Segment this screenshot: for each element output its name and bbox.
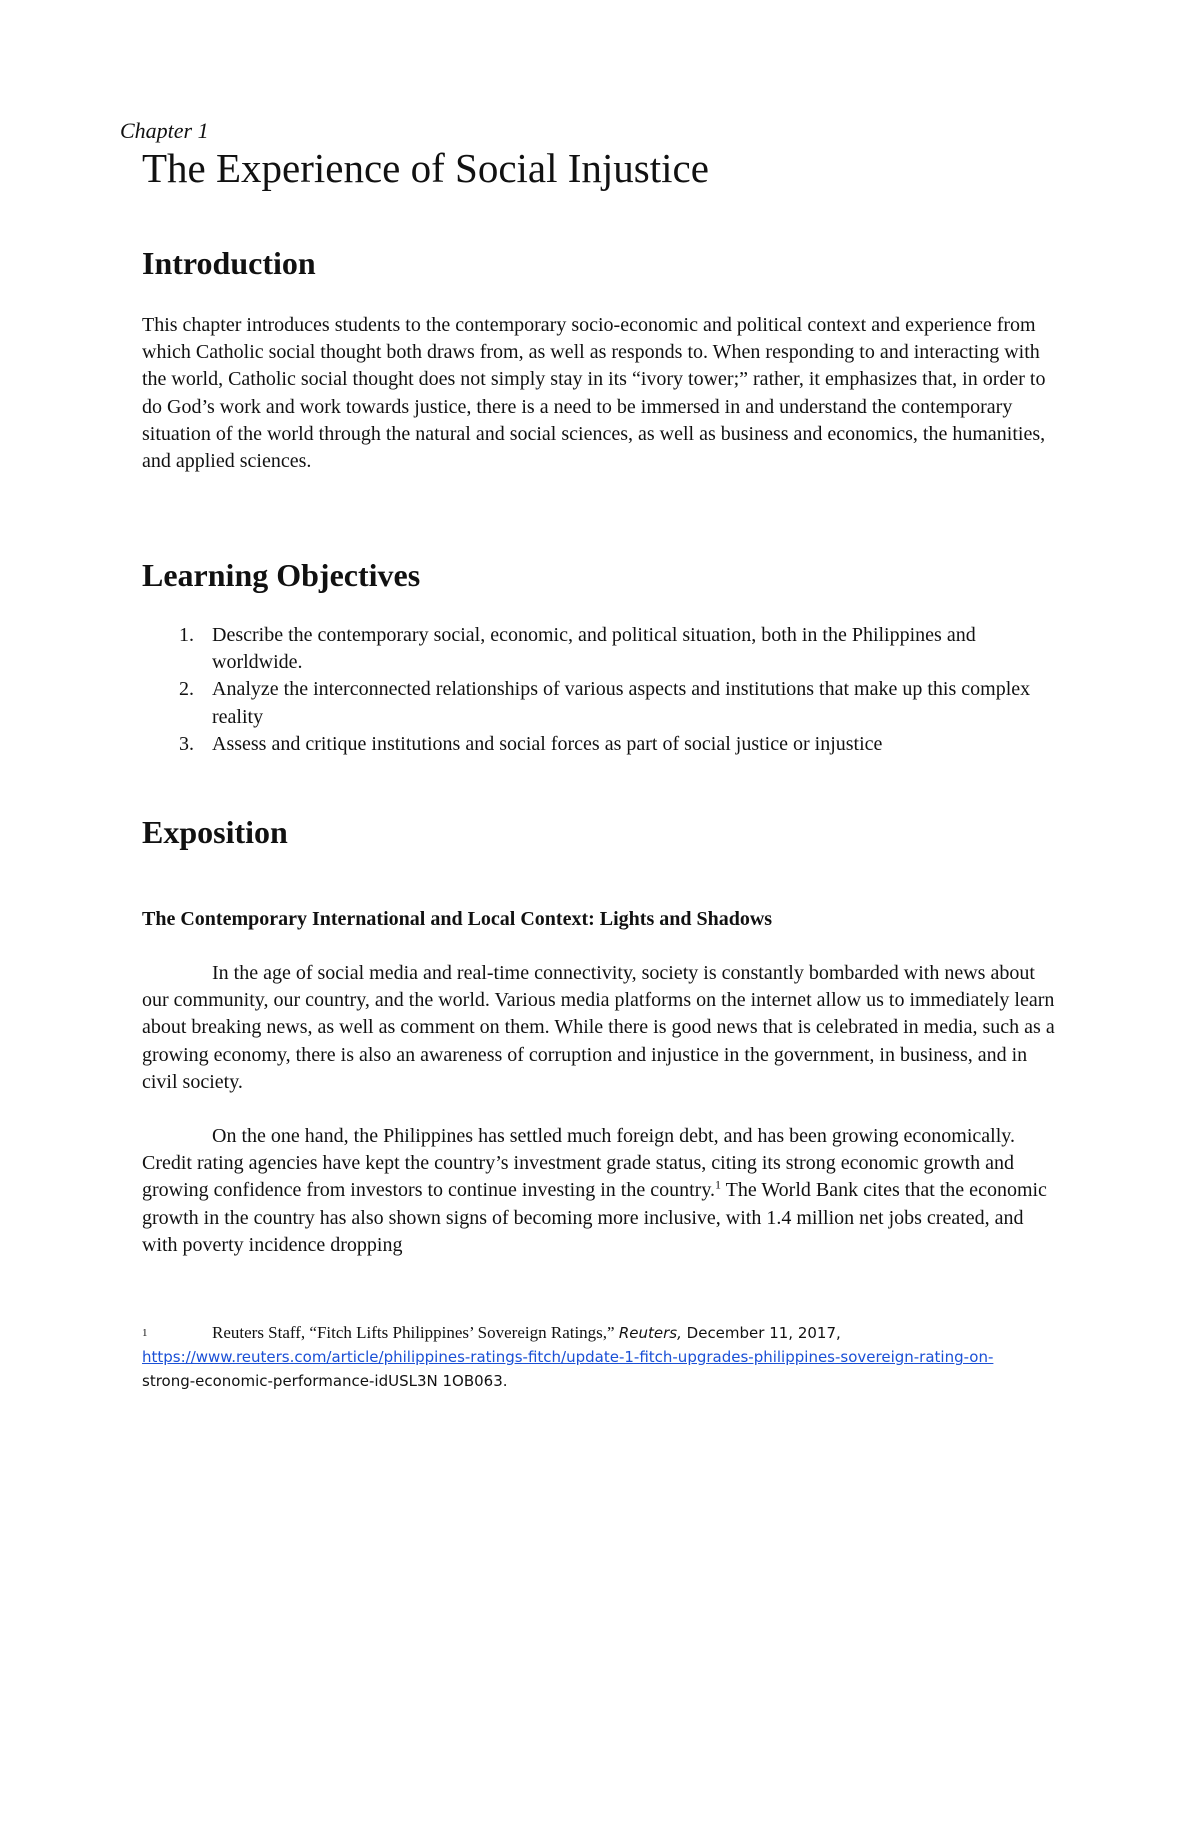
objective-text: Assess and critique institutions and social forces as part of social justice or injustice [212, 732, 883, 755]
learning-objectives-heading: Learning Objectives [142, 557, 421, 593]
introduction-heading: Introduction [142, 245, 316, 281]
footnote [142, 1321, 1062, 1393]
chapter-label: Chapter 1 [120, 118, 209, 143]
introduction-paragraph: This chapter introduces students to the contemporary socio-economic and political context and experience from which Catholic social thought both draws from, as well as responds to. When responding to and interacting with the world, Catholic social thought does not simply stay in its “ivory tower;” rather, it emphasizes that, in order to do God’s work and work towards justice, there is a need to be immersed in and understand the contemporary situation of the world through the natural and social sciences, as well as business and economics, the humanities, and applied sciences. [142, 314, 1046, 473]
objective-number: 1. [179, 624, 194, 646]
footnote-link[interactable]: https://www.reuters.com/article/philippines-ratings-fitch/update-1-fitch-upgrades-philippines-sovereign-rating-on- [142, 1348, 994, 1366]
paragraph-2-text-b: The World Bank cites that the economic growth in the country has also shown signs of becoming more inclusive, with 1.4 million net jobs created, and with poverty incidence dropping [142, 1179, 1047, 1256]
footnote-reference[interactable]: 1 [715, 1177, 722, 1192]
footnote-source: Reuters, [618, 1324, 682, 1342]
exposition-paragraph-2 [142, 1123, 1062, 1259]
paragraph-2-text-a: On the one hand, the Philippines has settled much foreign debt, and has been growing economically. Credit rating agencies have kept the country’s investment grade status, citing its strong economic growth and growing confidence from investors to continue investing in the country. [142, 1125, 1015, 1202]
exposition-subheading: The Contemporary International and Local Context: Lights and Shadows [142, 908, 773, 930]
footnote-date: December 11, 2017, [681, 1324, 841, 1342]
objective-item [142, 676, 1062, 730]
objective-item [142, 622, 1062, 676]
learning-objectives-list [142, 622, 1062, 758]
objective-number: 2. [179, 678, 194, 701]
footnote-mark: 1 [142, 1327, 148, 1339]
objective-number: 3. [179, 732, 194, 755]
objective-text: Describe the contemporary social, economic, and political situation, both in the Philippines and worldwide. [212, 624, 976, 674]
footnote-citation: Reuters Staff, “Fitch Lifts Philippines’ Sovereign Ratings,” [212, 1323, 619, 1342]
footnote-link-continued: strong-economic-performance-idUSL3N 1OB063. [142, 1372, 508, 1390]
chapter-title: The Experience of Social Injustice [142, 145, 709, 191]
objective-text: Analyze the interconnected relationships of various aspects and institutions that make up this complex reality [212, 678, 1031, 728]
objective-item [142, 731, 1062, 758]
exposition-heading: Exposition [142, 814, 288, 850]
exposition-paragraph-1: In the age of social media and real-time connectivity, society is constantly bombarded with news about our community, our country, and the world. Various media platforms on the internet allow us to immediately learn about breaking news, as well as comment on them. While there is good news that is celebrated in media, such as a growing economy, there is also an awareness of corruption and injustice in the government, in business, and in civil society. [142, 962, 1055, 1093]
